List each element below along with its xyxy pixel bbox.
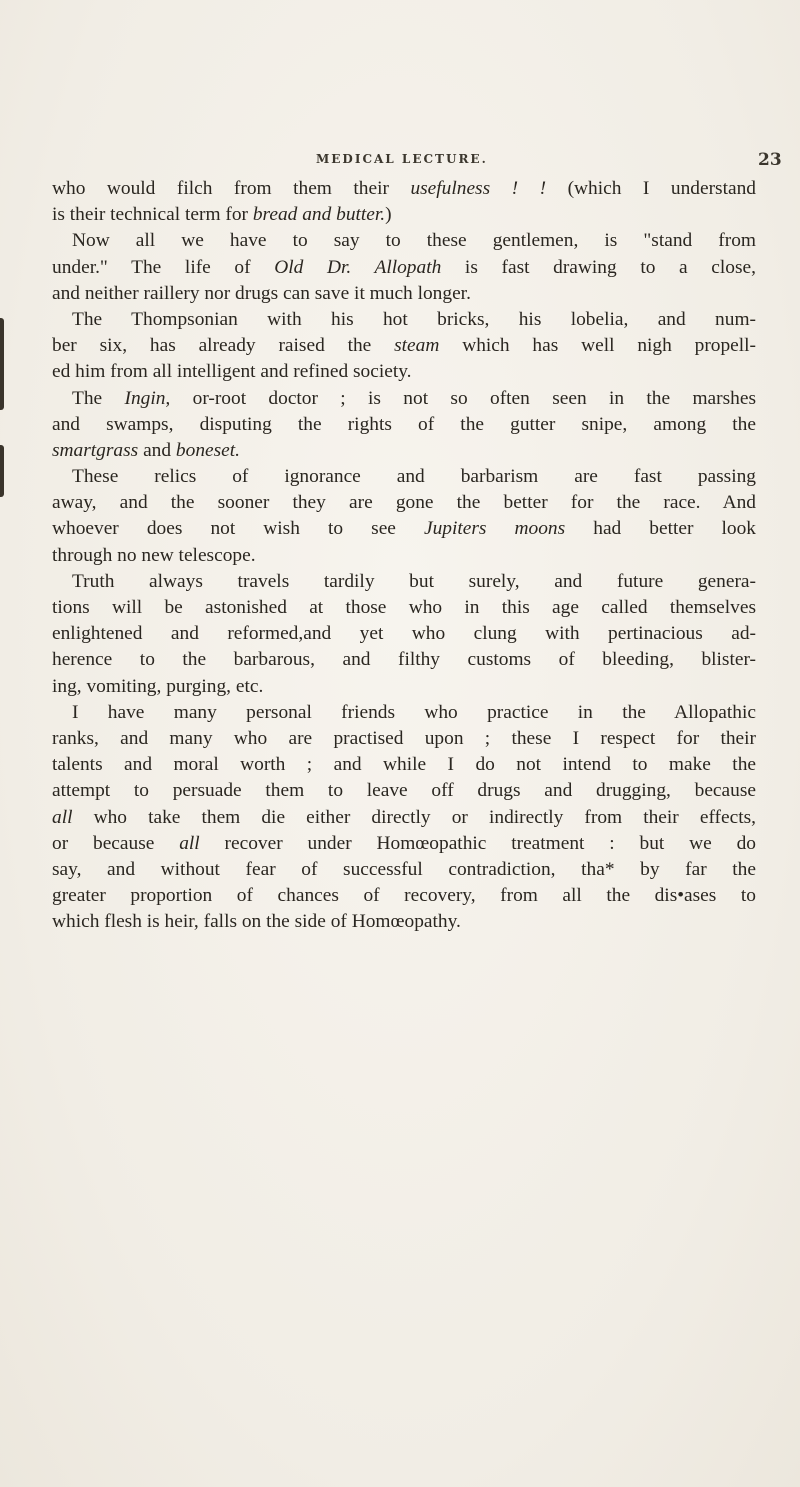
text-line: attempt to persuade them to leave off drugs and drugging, because <box>52 780 756 802</box>
text-line: The Ingin, or-root doctor ; is not so often seen in the marshes <box>72 387 756 409</box>
text-line: through no new telescope. <box>52 544 256 566</box>
page-number: 23 <box>758 150 782 170</box>
text-line: is their technical term for bread and butter.) <box>52 204 392 226</box>
running-head: MEDICAL LECTURE. <box>316 152 488 166</box>
text-line: enlightened and reformed,and yet who clung with pertinacious ad- <box>52 623 756 645</box>
text-line: ranks, and many who are practised upon ; these I respect for their <box>52 727 756 749</box>
text-line: and neither raillery nor drugs can save it much longer. <box>52 282 471 304</box>
text-line: These relics of ignorance and barbarism are fast passing <box>72 466 756 488</box>
binding-shadow <box>0 445 4 497</box>
text-line: who would filch from them their usefulness ! ! (which I understand <box>52 178 756 199</box>
page-header <box>0 152 800 176</box>
text-line: or because all recover under Homœopathic treatment : but we do <box>52 832 756 854</box>
text-line: whoever does not wish to see Jupiters moons had better look <box>52 518 756 540</box>
text-line: under." The life of Old Dr. Allopath is fast drawing to a close, <box>52 256 756 278</box>
text-line: smartgrass and boneset. <box>52 439 241 461</box>
text-line: which flesh is heir, falls on the side of Homœopathy. <box>52 911 461 933</box>
text-line: ber six, has already raised the steam which has well nigh propell- <box>52 335 757 357</box>
body-text <box>52 176 756 935</box>
text-line: say, and without fear of successful contradiction, tha* by far the <box>52 858 756 880</box>
text-line: ing, vomiting, purging, etc. <box>52 675 264 697</box>
text-line: all who take them die either directly or indirectly from their effects, <box>52 806 756 828</box>
text-line: The Thompsonian with his hot bricks, his lobelia, and num- <box>72 308 756 330</box>
text-line: I have many personal friends who practice in the Allopathic <box>72 701 756 723</box>
text-line: away, and the sooner they are gone the better for the race. And <box>52 492 756 514</box>
text-line: greater proportion of chances of recovery, from all the dis•ases to <box>52 885 756 907</box>
text-line: Truth always travels tardily but surely, and future genera- <box>72 570 756 592</box>
binding-shadow <box>0 318 4 410</box>
text-line: Now all we have to say to these gentlemen, is "stand from <box>72 230 756 252</box>
text-line: and swamps, disputing the rights of the gutter snipe, among the <box>52 413 756 435</box>
text-line: herence to the barbarous, and filthy customs of bleeding, blister- <box>52 649 756 671</box>
text-line: talents and moral worth ; and while I do not intend to make the <box>52 754 756 776</box>
text-line: ed him from all intelligent and refined society. <box>52 361 412 383</box>
text-line: tions will be astonished at those who in this age called themselves <box>52 597 756 618</box>
